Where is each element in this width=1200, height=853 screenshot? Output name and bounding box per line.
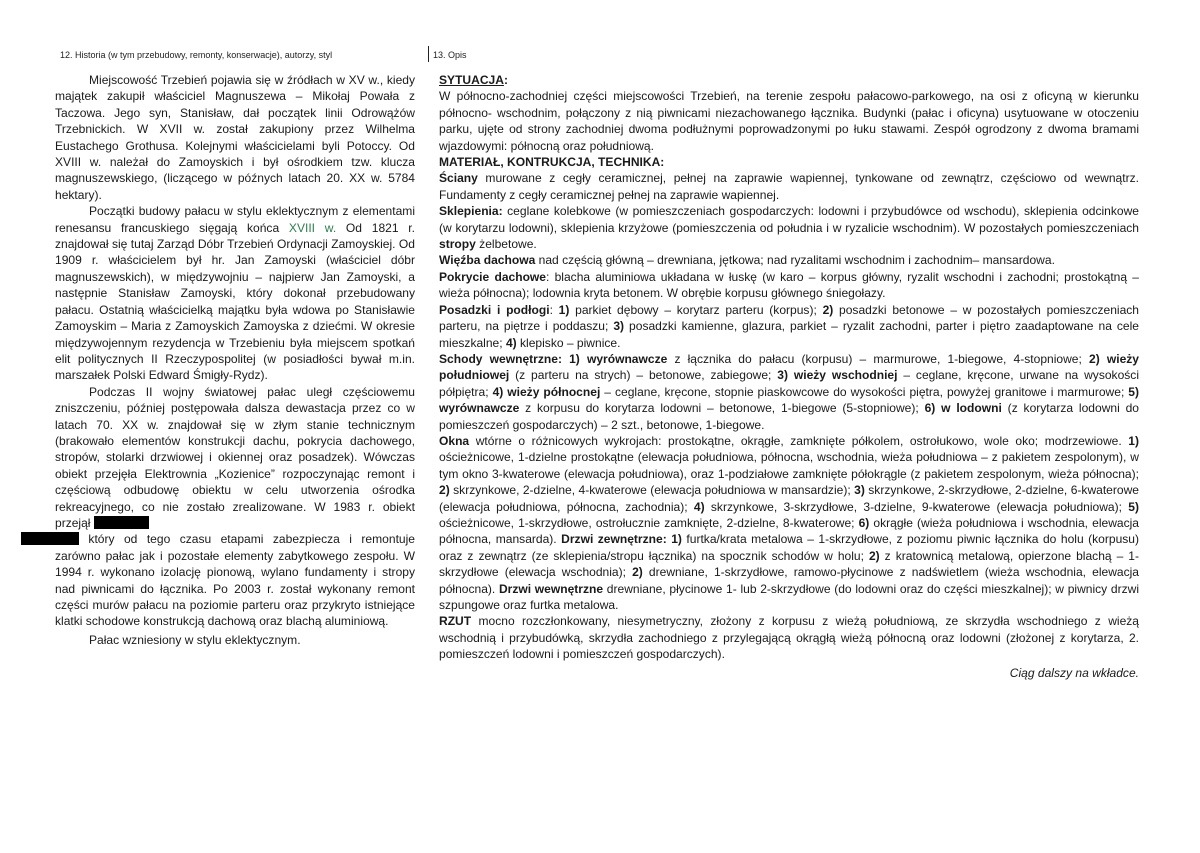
roof-text: : blacha aluminiowa układana w łuskę (w karo – korpus główny, ryzalit wschodni i zachodni; prostokątną – wieża północna); lodownia kryta betonem. W obrębie korpusu głównego śniegołazy. bbox=[439, 269, 1140, 301]
ext-doors-num-3: 2) bbox=[632, 565, 643, 580]
redaction-box bbox=[21, 532, 79, 545]
floors-num-3: 3) bbox=[613, 319, 625, 334]
description-column bbox=[439, 72, 1139, 681]
truss-paragraph bbox=[439, 252, 1139, 268]
walls-label: Ściany bbox=[439, 171, 478, 186]
truss-label: Więźba dachowa bbox=[439, 253, 536, 268]
stairs-text-1: z łącznika do pałacu (korpusu) – marmurowe, 1-biegowe, 4-stopniowe; bbox=[667, 351, 1089, 366]
windows-label: Okna bbox=[439, 433, 470, 448]
walls-paragraph bbox=[439, 170, 1139, 203]
roof-paragraph bbox=[439, 269, 1139, 302]
history-column bbox=[55, 72, 415, 648]
history-paragraph-4: Pałac wzniesiony w stylu eklektycznym. bbox=[89, 632, 301, 647]
stairs-label-2: 2) wieży południowej bbox=[439, 351, 1139, 383]
situation-heading-text: SYTUACJA bbox=[439, 73, 504, 87]
plan-label: RZUT bbox=[439, 614, 472, 629]
ext-doors-label: Drzwi zewnętrzne: 1) bbox=[561, 532, 682, 547]
windows-text-1: ościeżnicowe, 1-dzielne prostokątne (elewacja południowa, północna, wschodnia, wieża południowa – z pakietem zespolonym), w tym okno 3-kwaterowe (elewacja południowa), oraz 1-podziałowe zamknięte półokrągle (z pakietem zespolonym, wieża północna); bbox=[439, 450, 1139, 481]
situation-heading bbox=[439, 72, 1139, 88]
windows-text-2: skrzynkowe, 2-dzielne, 4-kwaterowe (elewacja południowa w mansardzie); bbox=[449, 483, 855, 498]
continued-note: Ciąg dalszy na wkładce. bbox=[1009, 665, 1139, 680]
floors-text-2: posadzki betonowe – w pozostałych pomieszczeniach parteru, na piętrze i poddaszu; bbox=[439, 302, 1139, 334]
history-paragraph-3 bbox=[55, 384, 415, 630]
history-paragraph-1: Miejscowość Trzebień pojawia się w źródłach w XV w., kiedy majątek zakupił właściciel Magnuszewa – Mikołaj Powała z Taczowa. Jego syn, Stanisław, dał początek linii Odrowążów Trzebnickich. W XVII w. został zakupiony przez Wilhelma Eustachego Grothusa. Kolejnymi właścicielami byli Potoccy. Od XVIII w. należał do Zamoyskich i był ośrodkiem tzw. klucza magnuszewskiego, (liczącego w późnych latach 20. XX w. 5784 hektary). bbox=[55, 73, 415, 202]
stairs-text-4: – ceglane, kręcone, stopnie piaskowcowe do wysokości piętra, powyżej granitowe i marmurowe; bbox=[600, 384, 1129, 399]
situation-text: W północno-zachodniej części miejscowości Trzebień, na terenie zespołu pałacowo-parkowego, na osi z oficyną w kierunku północno- wschodnim, połączony z nią piwnicami niezachowanego łącznika. Budynki (pałac i oficyna) usytuowane w otoczeniu parku, ujęte od strony zachodniej dwoma podłużnymi poprowadzonymi po łuku stawami. Zespół ogrodzony z dwoma bramami wjazdowymi: północną oraz południową. bbox=[439, 89, 1139, 153]
plan-text: mocno rozczłonkowany, niesymetryczny, złożony z korpusu z wieżą południową, ze skrzydła wschodniego z wieżą wschodnią i przybudówką, skrzydła zachodniego z przylegającą okrągłą wieżą północną oraz lodowni (złożonej z korytarza, 2. pomieszczeń lodowni i pomieszczeń gospodarczych). bbox=[439, 614, 1139, 662]
vaults-paragraph bbox=[439, 203, 1139, 252]
windows-num-6: 6) bbox=[858, 515, 870, 530]
ext-doors-text-3: drewniane, 1-skrzydłowe, ramowo-płycinowe z nadświetlem (wieża wschodnia, elewacja północna). bbox=[439, 565, 1139, 596]
vaults-text-a: ceglane kolebkowe (w pomieszczeniach gospodarczych: lodowni i przybudówce od wschodu), sklepienia odcinkowe (w korytarzu lodowni), sklepienia krzyżowe (pomieszczenia od południa i w ryzalicie wschodnim). W pozostałych pomieszczeniach bbox=[439, 204, 1139, 235]
stairs-text-3: – ceglane, kręcone, urwane na wysokości półpiętra; bbox=[439, 368, 1139, 399]
section-13-heading: 13. Opis bbox=[433, 50, 467, 60]
history-p2-text-a: Początki budowy pałacu w stylu eklektycznym z elementami renesansu francuskiego sięgają końca bbox=[55, 204, 415, 235]
ceilings-label: stropy bbox=[439, 237, 476, 252]
ext-doors-text-1: furtka/krata metalowa – 1-skrzydłowe, z poziomu piwnic łącznika do holu (korpusu) oraz z zewnątrz (ze sklepienia/stropu łącznika) na spocznik schodów w holu; bbox=[439, 532, 1140, 563]
ext-doors-num-2: 2) bbox=[868, 548, 880, 563]
section-12-heading: 12. Historia (w tym przebudowy, remonty, konserwacje), autorzy, styl bbox=[60, 50, 333, 60]
vaults-text-b: żelbetowe. bbox=[475, 237, 537, 252]
floors-text-1: parkiet dębowy – korytarz parteru (korpus); bbox=[569, 302, 823, 317]
stairs-label-5: 5) wyrównawcze bbox=[439, 384, 1140, 416]
windows-text-6: okrągłe (wieża południowa i wschodnia, elewacja północna, mansarda). bbox=[439, 515, 1139, 547]
history-p3-text-a: Podczas II wojny światowej pałac uległ częściowemu zniszczeniu, później postępowała dalsza dewastacja przez co w latach 70. XX w. znajdował się w złym stanie technicznym (brakowało elementów konstrukcji dachu, pokrycia dachowego, stropów, stolarki drzwiowej i okiennej oraz posadzek). Wówczas obiekt przejęła Elektrownia „Kozienice” rozpoczynając remont i częściową odbudowę obiektu w celu utworzenia ośrodka rekreacyjnego, co nie zostało zrealizowane. W 1983 r. obiekt przejął bbox=[55, 384, 415, 530]
floors-text-4: klepisko – piwnice. bbox=[516, 335, 621, 350]
redaction-box bbox=[94, 516, 149, 529]
floors-label: Posadzki i podłogi bbox=[439, 302, 550, 317]
int-doors-text: drewniane, płycinowe 1- lub 2-skrzydłowe (do lodowni oraz do części mieszkalnej); w piwnicy drzwi szpungowe oraz furtka metalowa. bbox=[439, 581, 1140, 612]
history-p2-text-b: Od 1821 r. znajdował się tutaj Zarząd Dóbr Trzebień Ordynacji Zamoyskiej. Od 1909 r. właścicielem był hr. Jan Zamoyski (właściciel dóbr magnuszewskich), w międzywojniu – najpierw Jan Zamoyski, a następnie Stanisław Zamoyski, który dokonał przebudowany pałacu. Ostatnią właścicielką majątku była wdowa po Stanisławie Zamoyskim – Maria z Zamoyskich Zamoyska z dziećmi. W okresie międzywojennym rezydencja w Trzebieniu była miejscem spotkań elit politycznych II Rzeczypospolitej (w posiadłości bywał m.in. marszałek Polski Edward Śmigły-Rydz). bbox=[55, 220, 416, 383]
windows-num-4: 4) bbox=[693, 499, 705, 514]
walls-text: murowane z cegły ceramicznej, pełnej na zaprawie wapiennej, tynkowane od zewnątrz, częściowo od wewnątrz. Fundamenty z cegły ceramicznej pełnej na zaprawie wapiennej. bbox=[439, 171, 1139, 202]
windows-num-5: 5) bbox=[1128, 499, 1140, 514]
century-highlight: XVIII w. bbox=[288, 220, 337, 235]
windows-text-5: ościeżnicowe, 1-skrzydłowe, ostrołucznie zamknięte, 2-dzielne, 8-kwaterowe; bbox=[439, 515, 859, 530]
windows-num-2: 2) bbox=[439, 483, 450, 498]
windows-doors-paragraph bbox=[439, 433, 1139, 613]
stairs-paragraph bbox=[439, 351, 1139, 433]
plan-paragraph bbox=[439, 613, 1139, 662]
floors-num-4: 4) bbox=[505, 335, 517, 350]
int-doors-label: Drzwi wewnętrzne bbox=[498, 581, 604, 596]
truss-text: nad częścią główną – drewniana, jętkowa; nad ryzalitami wschodnim i zachodnim– mansardowa. bbox=[535, 253, 1055, 268]
material-heading: MATERIAŁ, KONTRUKCJA, TECHNIKA: bbox=[439, 155, 665, 170]
windows-text-3: skrzynkowe, 2-skrzydłowe, 2-dzielne, 6-kwaterowe (elewacja południowa, północna, zachodnia); bbox=[439, 483, 1139, 514]
situation-heading-colon: : bbox=[503, 73, 508, 87]
stairs-label-3: 3) wieży wschodniej bbox=[777, 368, 898, 383]
column-divider bbox=[428, 46, 429, 62]
windows-text-0: wtórne o różnicowych wykrojach: prostokątne, okrągłe, zamknięte półkolem, ostrołukowo, wole oko; modrzewiowe. bbox=[469, 433, 1129, 448]
floors-paragraph bbox=[439, 302, 1139, 351]
history-paragraph-2 bbox=[55, 203, 415, 383]
stairs-label-4: 4) wieży północnej bbox=[492, 384, 601, 399]
history-p3-text-b: który od tego czasu etapami zabezpiecza i remontuje zarówno pałac jak i pozostałe elementy zabytkowego zespołu. W 1994 r. wykonano izolację pionową, wylano fundamenty i stropy nad piwnicami do łącznika. Po 2003 r. został wykonany remont części murów pałacu na poziomie parteru oraz przykryto istniejące klatki schodowe konstrukcją dachową oraz blachą aluminiową. bbox=[55, 532, 415, 629]
roof-label: Pokrycie dachowe bbox=[439, 269, 547, 284]
windows-text-4: skrzynkowe, 3-skrzydłowe, 3-dzielne, 9-kwaterowe (elewacja południowa); bbox=[704, 499, 1129, 514]
stairs-text-2: (z parteru na strych) – betonowe, zabiegowe; bbox=[509, 368, 778, 383]
stairs-label-6: 6) w lodowni bbox=[924, 401, 1002, 416]
stairs-text-6: (z korytarza lodowni do pomieszczeń gospodarczych) – 2 szt., betonowe, 1-biegowe. bbox=[439, 401, 1140, 432]
floors-num-2: 2) bbox=[822, 302, 834, 317]
windows-num-1: 1) bbox=[1128, 433, 1139, 448]
floors-sep: : bbox=[549, 302, 559, 317]
stairs-label: Schody wewnętrzne: 1) wyrównawcze bbox=[439, 351, 668, 366]
vaults-label: Sklepienia: bbox=[439, 204, 503, 219]
floors-num-1: 1) bbox=[558, 302, 570, 317]
floors-text-3: posadzki kamienne, glazura, parkiet – ryzalit zachodni, parter i piętro zaadaptowane na cele mieszkalne; bbox=[439, 319, 1139, 350]
ext-doors-text-2: z kratownicą metalową, opierzone blachą – 1-skrzydłowe (elewacja wschodnia); bbox=[439, 548, 1140, 580]
windows-num-3: 3) bbox=[854, 483, 865, 498]
stairs-text-5: z korpusu do korytarza lodowni – betonowe, 1-biegowe (5-stopniowe); bbox=[519, 401, 925, 416]
